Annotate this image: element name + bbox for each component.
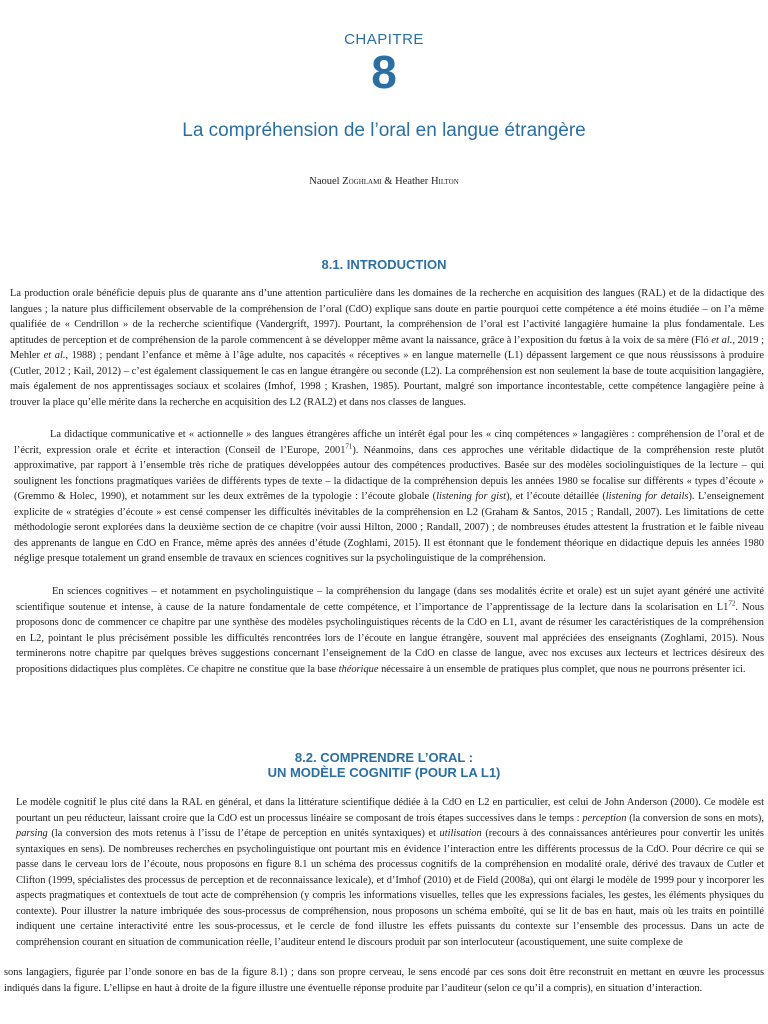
footnote-ref-72[interactable]: 72	[728, 599, 736, 608]
intro-paragraph-3: En sciences cognitives – et notamment en psycholinguistique – la compréhension du langage (dans ses modalités écrite et orale) est un sujet ayant généré une activité scientifique soutenue et intense, à cause de la nature fondamentale de cette compétence, et l’importance de l’apprentissage de la lecture dans la scolarisation en $L1^{72}$. Nous proposons donc de commencer ce chapitre par une synthèse des modèles psycholinguistiques récents de la CdO en L1, avant de résumer les caractéristiques de la compréhension en L2, pointant le plus précisément possible les difficultés rencontrées lors de l’écoute en langue étrangère, souvent mal appréciées des enseignants (Zoghlami, 2015). Nous terminerons notre chapitre par quelques brèves suggestions concernant l’enseignement de la CdO en classe de langue, avec nos excuses aux lecteurs et lectrices désireux des propositions didactiques plus complètes. Ce chapitre ne constitue que la base théorique nécessaire à un ensemble de pratiques plus complet, que nous ne pourrons présenter ici.	[16, 586, 764, 675]
author1-last: Zoghlami	[342, 176, 382, 187]
chapter-number: 8	[371, 46, 397, 98]
model-paragraph-2: sons langagiers, figurée par l’onde sonore en bas de la figure 8.1) ; dans son propre cerveau, le sens encodé par ces sons doit être reconstruit en mettant en œuvre les processus indiqués dans la figure. L’ellipse en haut à droite de la figure illustre une éventuelle réponse produite par l’auditeur (selon ce qu’il a compris), en situation d’interaction.	[4, 967, 764, 994]
footnote-ref-71[interactable]: 71	[345, 442, 353, 451]
section-heading-model-line2: UN MODÈLE COGNITIF (POUR LA L1)	[267, 765, 501, 780]
intro-paragraph-1: La production orale bénéficie depuis plus de quarante ans d’une attention particulière dans les domaines de la recherche en acquisition des langues (RAL) et de la didactique des langues ; la nature plus difficilement observable de la compréhension de l’oral (CdO) explique sans doute en partie pourquoi cette compétence a été moins étudiée – on l’a même qualifiée de « Cendrillon » de la recherche scientifique (Vandergrift, 1997). Pourtant, la compréhension de l’oral est l’activité langagière humaine la plus fondamentale. Les aptitudes de perception et de compréhension de la parole commencent à se développer même avant la naissance, grâce à l’exposition du fœtus à la voix de sa mère (Fló et al., 2019 ; Mehler et al., 1988) ; pendant l’enfance et même à l’âge adulte, nos capacités « réceptives » en langue maternelle (L1) dépassent largement ce que nous réussissons à produire (Cutler, 2012 ; Kail, 2012) – c’est également classiquement le cas en langue étrangère ou seconde (L2). La compréhension est non seulement la base de toute acquisition langagière, mais également de nos apprentissages sociaux et scolaires (Imhof, 1998 ; Krashen, 1985). Pourtant, malgré son importance incontestable, cette compétence langagière peine à trouver la place qu’elle mérite dans la recherche en acquisition des L2 (RAL2) et dans nos classes de langues.	[10, 288, 764, 408]
authors-amp: &	[384, 176, 393, 187]
author1-first: Naouel	[309, 176, 340, 187]
section-heading-model-line1: 8.2. COMPRENDRE L’ORAL :	[294, 750, 474, 765]
section-heading-model	[0, 750, 768, 780]
chapter-title: La compréhension de l’oral en langue étrangère	[182, 120, 586, 141]
intro-paragraph-2: La didactique communicative et « actionnelle » des langues étrangères affiche un intérêt égal pour les « cinq compétences » langagières : compréhension de l’oral et de l’écrit, expression orale et écrite et interaction (Conseil de l’Europe, 2001$^{71}$). Néanmoins, dans ces approches une véritable didactique de la compréhension reste plutôt approximative, par rapport à l’ensemble très riche de pratiques développées autour des compétences productives. Basée sur des modèles sociolinguistiques de la lecture – qui soulignent les fonctions pragmatiques variées de différents types de texte – la didactique de la compréhension depuis les années 1980 se focalise sur différents « types d’écoute » (Gremmo & Holec, 1990), et notamment sur les deux extrêmes de la typologie : l’écoute globale (listening for gist), et l’écoute détaillée (listening for details). L’enseignement explicite de « stratégies d’écoute » est censé compenser les difficultés inévitables de la compréhension en L2 (Graham & Santos, 2015 ; Randall, 2007). Les limitations de cette méthodologie seront explorées dans la deuxième section de ce chapitre (voir aussi Hilton, 2000 ; Randall, 2007) ; de nombreuses études attestent la frustration et le faible niveau des apprenants de langue en CdO en France, même après des années d’étude (Zoghlami, 2015). Il est étonnant que le fondement théorique en didactique depuis les années 1980 néglige presque totalement un grand ensemble de travaux en sciences cognitives sur la psycholinguistique de la compréhension.	[14, 429, 765, 564]
author2-last: Hilton	[430, 176, 459, 187]
section-heading-introduction: 8.1. INTRODUCTION	[321, 257, 447, 272]
model-paragraph-1: Le modèle cognitif le plus cité dans la RAL en général, et dans la littérature scientifique dédiée à la CdO en L2 en particulier, est celui de John Anderson (2000). Ce modèle est pourtant un peu réducteur, laissant croire que la CdO est un processus linéaire se composant de trois étapes successives dans le temps : perception (la conversion de sons en mots), parsing (la conversion des mots retenus à l’issu de l’étape de perception en unités syntaxiques) et utilisation (recours à des connaissances antérieures pour convertir les unités syntaxiques en sens). De nombreuses recherches en psycholinguistique ont pourtant mis en évidence l’interaction entre les différents processus de la CdO. Pour décrire ce qui se passe dans le cerveau lors de l’écoute, nous proposons en figure 8.1 un schéma des processus cognitifs de la compréhension en modalité orale, dérivé des travaux de Cutler et Clifton (1999, spécialistes des processus de perception et de reconnaissance lexicale), et d’Imhof (2010) et de Field (2008a), qui ont élargi le modèle de 1999 pour y incorporer les aspects pragmatiques et contextuels de tout acte de compréhension (y compris les informations visuelles, telles que les expressions faciales, les gestes, les éléments physiques du contexte). Pour illustrer la nature imbriquée des sous-processus de compréhension, nous proposons un schéma emboîté, qui se lit de bas en haut, mais où les traits en pointillé indiquent une certaine interactivité entre les sous-processus, et le cercle de fond illustre les effets puissants du contexte sur l’ensemble des processus. Dans un acte de compréhension courant en situation de communication réelle, l’auditeur entend le discours produit par son interlocuteur (acoustiquement, une suite complexe de	[16, 797, 764, 948]
authors	[0, 176, 768, 187]
chapter-label: CHAPITRE	[344, 31, 424, 48]
author2-first: Heather	[395, 176, 429, 187]
